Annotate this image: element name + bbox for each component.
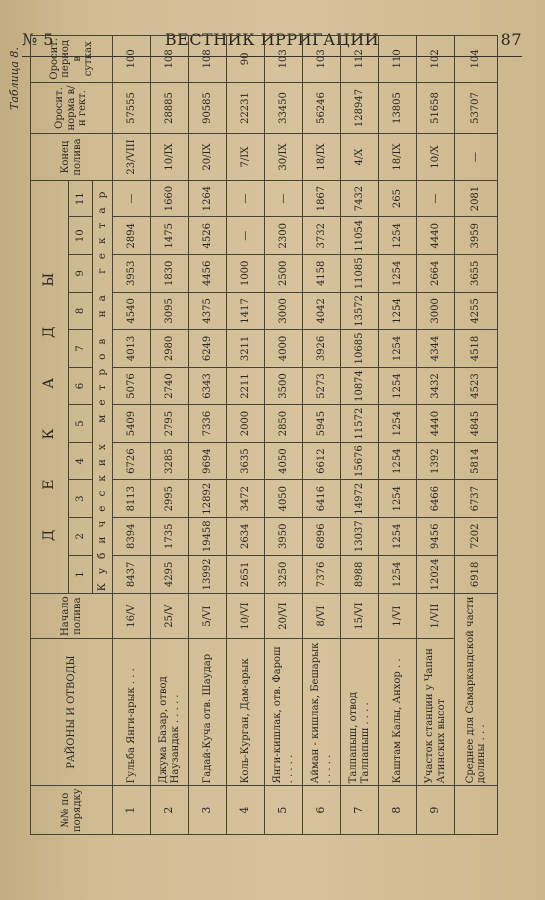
row-dekada-value: 4375 (189, 292, 227, 330)
row-number: 7 (341, 786, 379, 835)
row-dekada-value: 1475 (151, 217, 189, 255)
table-row (379, 36, 417, 835)
row-dekada-value: 1417 (227, 292, 265, 330)
row-dekada-value: 1660 (151, 180, 189, 217)
row-dekada-value: 13992 (189, 555, 227, 594)
row-dekada-value: 265 (379, 180, 417, 217)
row-end: 18/IX (379, 134, 417, 180)
row-start: 1/VII (417, 594, 455, 639)
dekada-number-8: 8 (69, 292, 93, 330)
row-dekada-value: 5409 (113, 405, 151, 443)
row-dekada-value: 14972 (341, 480, 379, 518)
row-dekada-value: 2634 (227, 517, 265, 555)
row-total: 128947 (341, 82, 379, 134)
row-region: Айман - кишлак, Бешарык . . . . . (303, 638, 341, 785)
row-dekada-value: 9456 (417, 517, 455, 555)
row-start: 8/VI (303, 594, 341, 639)
unit-label: Кубических метров на гектар (93, 180, 113, 594)
row-dekada-value: 4440 (417, 405, 455, 443)
page-number: 87 (500, 30, 522, 49)
row-dekada-value: 6416 (303, 480, 341, 518)
row-dekada-value: 4050 (265, 480, 303, 518)
dekada-number-7: 7 (69, 330, 93, 368)
row-start: 5/VI (189, 594, 227, 639)
row-dekada-value: 7336 (189, 405, 227, 443)
row-region: Гадай-Куча отв. Шаудар (189, 638, 227, 785)
row-dekada-value: 2795 (151, 405, 189, 443)
row-dekada-value: 3250 (265, 555, 303, 594)
row-region: Каштам Калы, Анхор . . (379, 638, 417, 785)
average-dekada-value: 6918 (455, 555, 498, 594)
row-dekada-value: 2651 (227, 555, 265, 594)
row-dekada-value: 4344 (417, 330, 455, 368)
row-total: 56246 (303, 82, 341, 134)
row-dekada-value: 1867 (303, 180, 341, 217)
row-dekada-value: — (227, 180, 265, 217)
row-dekada-value: 1830 (151, 255, 189, 293)
row-start: 16/V (113, 594, 151, 639)
average-dekada-value: 4523 (455, 367, 498, 405)
row-dekada-value: 6343 (189, 367, 227, 405)
row-days: 103 (303, 36, 341, 83)
row-dekada-value: 2995 (151, 480, 189, 518)
table-row (417, 36, 455, 835)
dekada-number-11: 11 (69, 180, 93, 217)
average-label: Среднее для Самаркандской части долины . . . (455, 594, 498, 786)
row-total: 57555 (113, 82, 151, 134)
row-start: 15/VI (341, 594, 379, 639)
row-dekada-value: 4295 (151, 555, 189, 594)
row-dekada-value: 3472 (227, 480, 265, 518)
row-dekada-value: 3635 (227, 442, 265, 480)
row-dekada-value: 12892 (189, 480, 227, 518)
row-total: 28885 (151, 82, 189, 134)
row-dekada-value: 2000 (227, 405, 265, 443)
average-dekada-value: 5814 (455, 442, 498, 480)
average-dekada-value: 3655 (455, 255, 498, 293)
col-header-days: Оросит. период в сутках (31, 36, 113, 83)
row-dekada-value: 19458 (189, 517, 227, 555)
row-days: 110 (379, 36, 417, 83)
row-dekada-value: 1254 (379, 442, 417, 480)
row-dekada-value: 3732 (303, 217, 341, 255)
row-days: 108 (189, 36, 227, 83)
irrigation-table (30, 35, 498, 835)
row-dekada-value: 5945 (303, 405, 341, 443)
dekada-number-5: 5 (69, 405, 93, 443)
row-number: 4 (227, 786, 265, 835)
row-dekada-value: 12024 (417, 555, 455, 594)
row-dekada-value: 1392 (417, 442, 455, 480)
row-dekada-value: 2211 (227, 367, 265, 405)
row-region: Янги-кишлак, отв. Фарош . . . . . (265, 638, 303, 785)
row-number: 1 (113, 786, 151, 835)
row-dekada-value: 4526 (189, 217, 227, 255)
row-days: 103 (265, 36, 303, 83)
row-dekada-value: 6612 (303, 442, 341, 480)
average-dekada-value: 6737 (455, 480, 498, 518)
row-dekada-value: — (227, 217, 265, 255)
row-dekada-value: 13037 (341, 517, 379, 555)
row-dekada-value: 1254 (379, 255, 417, 293)
row-dekada-value: — (113, 180, 151, 217)
row-total: 22231 (227, 82, 265, 134)
row-dekada-value: 1254 (379, 292, 417, 330)
row-dekada-value: 3095 (151, 292, 189, 330)
average-row (455, 36, 498, 835)
row-days: 100 (113, 36, 151, 83)
row-dekada-value: 5273 (303, 367, 341, 405)
journal-title: ВЕСТНИК ИРРИГАЦИИ (164, 30, 380, 49)
row-number: 6 (303, 786, 341, 835)
row-dekada-value: 10874 (341, 367, 379, 405)
table-row (265, 36, 303, 835)
row-days: 112 (341, 36, 379, 83)
row-dekada-value: 2980 (151, 330, 189, 368)
row-dekada-value: 4042 (303, 292, 341, 330)
dekada-number-4: 4 (69, 442, 93, 480)
average-dekada-value: 4255 (455, 292, 498, 330)
dekada-number-9: 9 (69, 255, 93, 293)
dekada-number-3: 3 (69, 480, 93, 518)
col-header-end: Конец полива (31, 134, 113, 180)
row-end: 7/IX (227, 134, 265, 180)
row-dekada-value: 2500 (265, 255, 303, 293)
row-number: 9 (417, 786, 455, 835)
row-total: 33450 (265, 82, 303, 134)
row-start: 25/V (151, 594, 189, 639)
row-dekada-value: 7432 (341, 180, 379, 217)
row-dekada-value: 6466 (417, 480, 455, 518)
average-dekada-value: 3959 (455, 217, 498, 255)
row-dekada-value: 8988 (341, 555, 379, 594)
row-region: Участок станции у Чапан Атинских высот (417, 638, 455, 785)
row-number: 2 (151, 786, 189, 835)
row-dekada-value: 4440 (417, 217, 455, 255)
row-region: Гульба Янги-арык . . . (113, 638, 151, 785)
row-dekada-value: 6249 (189, 330, 227, 368)
average-total: 53707 (455, 82, 498, 134)
row-dekada-value: 7376 (303, 555, 341, 594)
dekada-number-10: 10 (69, 217, 93, 255)
row-dekada-value: 11054 (341, 217, 379, 255)
dekada-number-2: 2 (69, 517, 93, 555)
row-dekada-value: 1254 (379, 517, 417, 555)
row-dekada-value: 3926 (303, 330, 341, 368)
row-days: 90 (227, 36, 265, 83)
row-dekada-value: 1000 (227, 255, 265, 293)
row-end: 4/X (341, 134, 379, 180)
row-dekada-value: 9694 (189, 442, 227, 480)
row-dekada-value: 6896 (303, 517, 341, 555)
row-end: 23/VIII (113, 134, 151, 180)
row-dekada-value: 1254 (379, 217, 417, 255)
row-dekada-value: — (265, 180, 303, 217)
dekada-number-1: 1 (69, 555, 93, 594)
row-dekada-value: 5076 (113, 367, 151, 405)
average-dekada-value: 2081 (455, 180, 498, 217)
row-dekada-value: 10685 (341, 330, 379, 368)
row-dekada-value: 3211 (227, 330, 265, 368)
row-region: Талпапыш, отвод Талпапыш . . . . (341, 638, 379, 785)
table-row (189, 36, 227, 835)
row-total: 13805 (379, 82, 417, 134)
row-dekada-value: 4540 (113, 292, 151, 330)
row-dekada-value: 4050 (265, 442, 303, 480)
row-dekada-value: 1254 (379, 555, 417, 594)
row-dekada-value: 1254 (379, 367, 417, 405)
row-dekada-value: 1254 (379, 480, 417, 518)
row-dekada-value: 8437 (113, 555, 151, 594)
row-region: Коль-Курган, Дам-арык (227, 638, 265, 785)
average-dekada-value: 4518 (455, 330, 498, 368)
table-row (303, 36, 341, 835)
table-row (151, 36, 189, 835)
col-header-no: №№ по порядку (31, 786, 113, 835)
row-days: 108 (151, 36, 189, 83)
row-dekada-value: 3432 (417, 367, 455, 405)
col-header-total: Оросит. норма в/н гект. (31, 82, 113, 134)
col-header-dekady: ДЕКАДЫ (31, 180, 69, 594)
row-dekada-value: 4456 (189, 255, 227, 293)
row-start: 20/VI (265, 594, 303, 639)
row-dekada-value: 1254 (379, 405, 417, 443)
row-number: 8 (379, 786, 417, 835)
average-dekada-value: 4845 (455, 405, 498, 443)
average-number-empty (455, 786, 498, 835)
row-dekada-value: 3953 (113, 255, 151, 293)
row-dekada-value: 8113 (113, 480, 151, 518)
row-region: Джума Базар, отвод Наузандак . . . . . (151, 638, 189, 785)
row-dekada-value: 11572 (341, 405, 379, 443)
issue-number: № 5 (22, 30, 54, 49)
average-end: — (455, 134, 498, 180)
row-total: 51658 (417, 82, 455, 134)
col-header-start: Начало полива (31, 594, 113, 639)
row-dekada-value: 3285 (151, 442, 189, 480)
average-days: 104 (455, 36, 498, 83)
row-end: 10/X (417, 134, 455, 180)
table-caption: Таблица 8. (8, 47, 21, 110)
row-start: 1/VI (379, 594, 417, 639)
row-dekada-value: — (417, 180, 455, 217)
row-dekada-value: 1735 (151, 517, 189, 555)
row-dekada-value: 1254 (379, 330, 417, 368)
row-dekada-value: 4000 (265, 330, 303, 368)
row-dekada-value: 2740 (151, 367, 189, 405)
row-dekada-value: 2664 (417, 255, 455, 293)
row-end: 30/IX (265, 134, 303, 180)
row-start: 10/VI (227, 594, 265, 639)
row-dekada-value: 2850 (265, 405, 303, 443)
table-row (113, 36, 151, 835)
table-body (113, 36, 498, 835)
row-dekada-value: 3500 (265, 367, 303, 405)
row-dekada-value: 8394 (113, 517, 151, 555)
row-dekada-value: 3000 (265, 292, 303, 330)
row-number: 3 (189, 786, 227, 835)
table-row (227, 36, 265, 835)
row-dekada-value: 3000 (417, 292, 455, 330)
row-total: 90585 (189, 82, 227, 134)
row-dekada-value: 15676 (341, 442, 379, 480)
dekada-number-6: 6 (69, 367, 93, 405)
col-header-region: РАЙОНЫ И ОТВОДЫ (31, 638, 113, 785)
row-dekada-value: 3950 (265, 517, 303, 555)
row-dekada-value: 1264 (189, 180, 227, 217)
row-dekada-value: 2894 (113, 217, 151, 255)
row-dekada-value: 6726 (113, 442, 151, 480)
rotated-table-block (8, 35, 490, 835)
table-row (341, 36, 379, 835)
row-dekada-value: 4158 (303, 255, 341, 293)
row-dekada-value: 4013 (113, 330, 151, 368)
row-end: 20/IX (189, 134, 227, 180)
row-end: 18/IX (303, 134, 341, 180)
row-days: 102 (417, 36, 455, 83)
row-dekada-value: 2300 (265, 217, 303, 255)
row-dekada-value: 11085 (341, 255, 379, 293)
average-dekada-value: 7202 (455, 517, 498, 555)
row-dekada-value: 13572 (341, 292, 379, 330)
row-end: 10/IX (151, 134, 189, 180)
row-number: 5 (265, 786, 303, 835)
